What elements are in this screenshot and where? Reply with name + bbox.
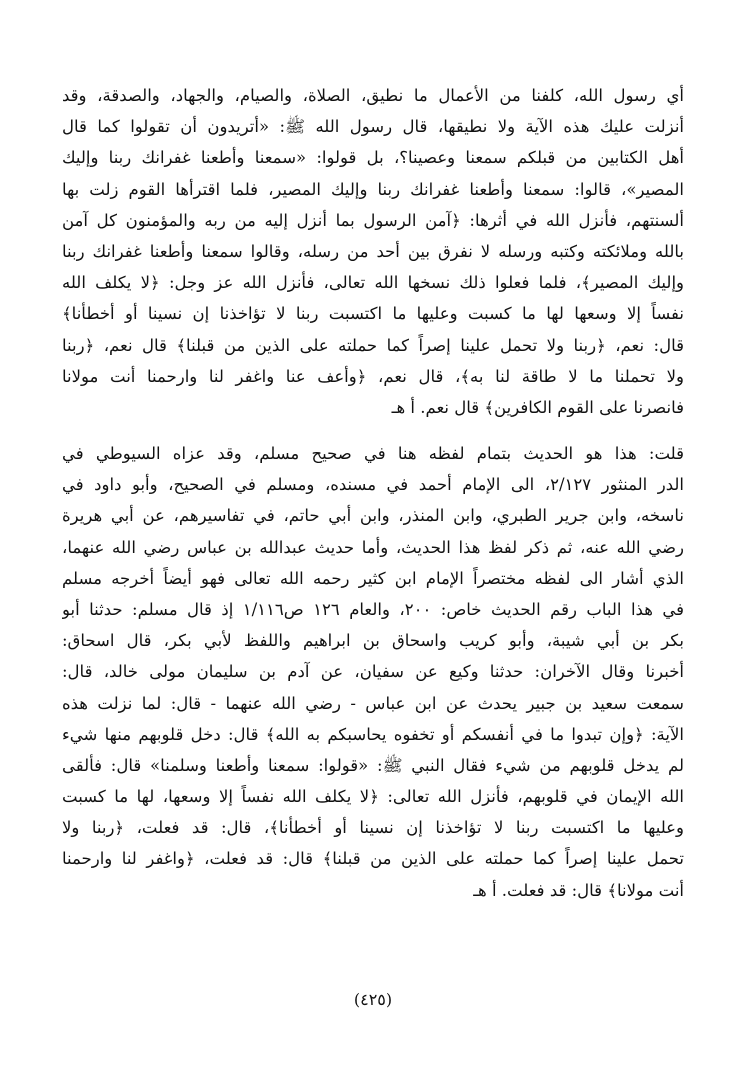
text-line: الدر المنثور ٢/١٢٧، الى الإمام أحمد في مسنده، ومسلم في الصحيح، وأبو داود في (62, 475, 684, 495)
text-line: المصير»، قالوا: سمعنا وأطعنا غفرانك ربنا وإليك المصير، فلما اقترأها القوم زلت بها (62, 179, 684, 199)
text-line: قال: نعم، ﴿ربنا ولا تحمل علينا إصراً كما حملته على الذين من قبلنا﴾ قال نعم، ﴿ربنا (62, 335, 684, 355)
text-line: وعليها ما اكتسبت ربنا لا تؤاخذنا إن نسينا أو أخطأنا﴾، قال: قد فعلت، ﴿ربنا ولا (62, 818, 684, 838)
text-line: تحمل علينا إصراً كما حملته على الذين من قبلنا﴾ قال: قد فعلت، ﴿واغفر لنا وارحمنا (62, 849, 684, 869)
text-line: بالله وملائكته وكتبه ورسله لا نفرق بين أحد من رسله، وقالوا سمعنا وأطعنا غفرانك ربنا (62, 241, 684, 261)
paragraph-commentary (62, 438, 684, 906)
text-line: الذي أشار الى لفظه مختصراً الإمام ابن كثير رحمه الله تعالى فهو أيضاً أخرجه مسلم (62, 568, 684, 588)
text-line: لم يدخل قلوبهم من شيء فقال النبي ﷺ: «قولوا: سمعنا وأطعنا وسلمنا» قال: فألقى (62, 755, 684, 775)
text-line: قلت: هذا هو الحديث بتمام لفظه هنا في صحيح مسلم، وقد عزاه السيوطي في (62, 444, 684, 463)
text-line: ناسخه، وابن جرير الطبري، وابن المنذر، وابن أبي حاتم، في تفاسيرهم، عن أبي هريرة (62, 506, 684, 526)
text-line: سمعت سعيد بن جبير يحدث عن ابن عباس - رضي الله عنهما - قال: لما نزلت هذه (62, 693, 684, 713)
text-line: في هذا الباب رقم الحديث خاص: ٢٠٠، والعام ١٢٦ ص١/١١٦ إذ قال مسلم: حدثنا أبو (62, 599, 684, 619)
text-line: رضي الله عنه، ثم ذكر لفظ هذا الحديث، وأما حديث عبدالله بن عباس رضي الله عنهما، (62, 537, 684, 557)
text-line: أهل الكتابين من قبلكم سمعنا وعصينا؟، بل قولوا: «سمعنا وأطعنا غفرانك ربنا وإليك (62, 148, 684, 168)
text-line: نفساً إلا وسعها لها ما كسبت وعليها ما اكتسبت ربنا لا تؤاخذنا إن نسينا أو أخطأنا﴾ (62, 304, 684, 324)
text-line: أنزلت عليك هذه الآية ولا نطيقها، قال رسول الله ﷺ: «أتريدون أن تقولوا كما قال (62, 117, 684, 137)
text-line: أخبرنا وقال الآخران: حدثنا وكيع عن سفيان، عن آدم بن سليمان مولى خالد، قال: (62, 662, 684, 682)
text-line: أي رسول الله، كلفنا من الأعمال ما نطيق، الصلاة، والصيام، والجهاد، والصدقة، وقد (62, 86, 684, 105)
page-number: (٤٢٥) (353, 990, 393, 1009)
text-line: فانصرنا على القوم الكافرين﴾ قال نعم. أ هـ (391, 397, 684, 417)
text-line: ألسنتهم، فأنزل الله في أثرها: ﴿آمن الرسول بما أنزل إليه من ربه والمؤمنون كل آمن (62, 210, 684, 230)
text-line: الآية: ﴿وإن تبدوا ما في أنفسكم أو تخفوه يحاسبكم به الله﴾ قال: دخل قلوبهم منها شيء (62, 724, 684, 744)
text-line: وإليك المصير﴾، فلما فعلوا ذلك نسخها الله تعالى، فأنزل الله عز وجل: ﴿لا يكلف الله (62, 273, 684, 293)
text-line: أنت مولانا﴾ قال: قد فعلت. أ هـ (473, 880, 684, 900)
text-line: ولا تحملنا ما لا طاقة لنا به﴾، قال نعم، ﴿وأعف عنا واغفر لنا وارحمنا أنت مولانا (62, 366, 684, 386)
paragraph-hadith-text (62, 80, 684, 423)
text-line: بكر بن أبي شيبة، وأبو كريب واسحاق بن ابراهيم واللفظ لأبي بكر، قال اسحاق: (62, 631, 684, 651)
text-line: الله الإيمان في قلوبهم، فأنزل الله تعالى: ﴿لا يكلف الله نفساً إلا وسعها، لها ما كسبت (62, 787, 684, 807)
